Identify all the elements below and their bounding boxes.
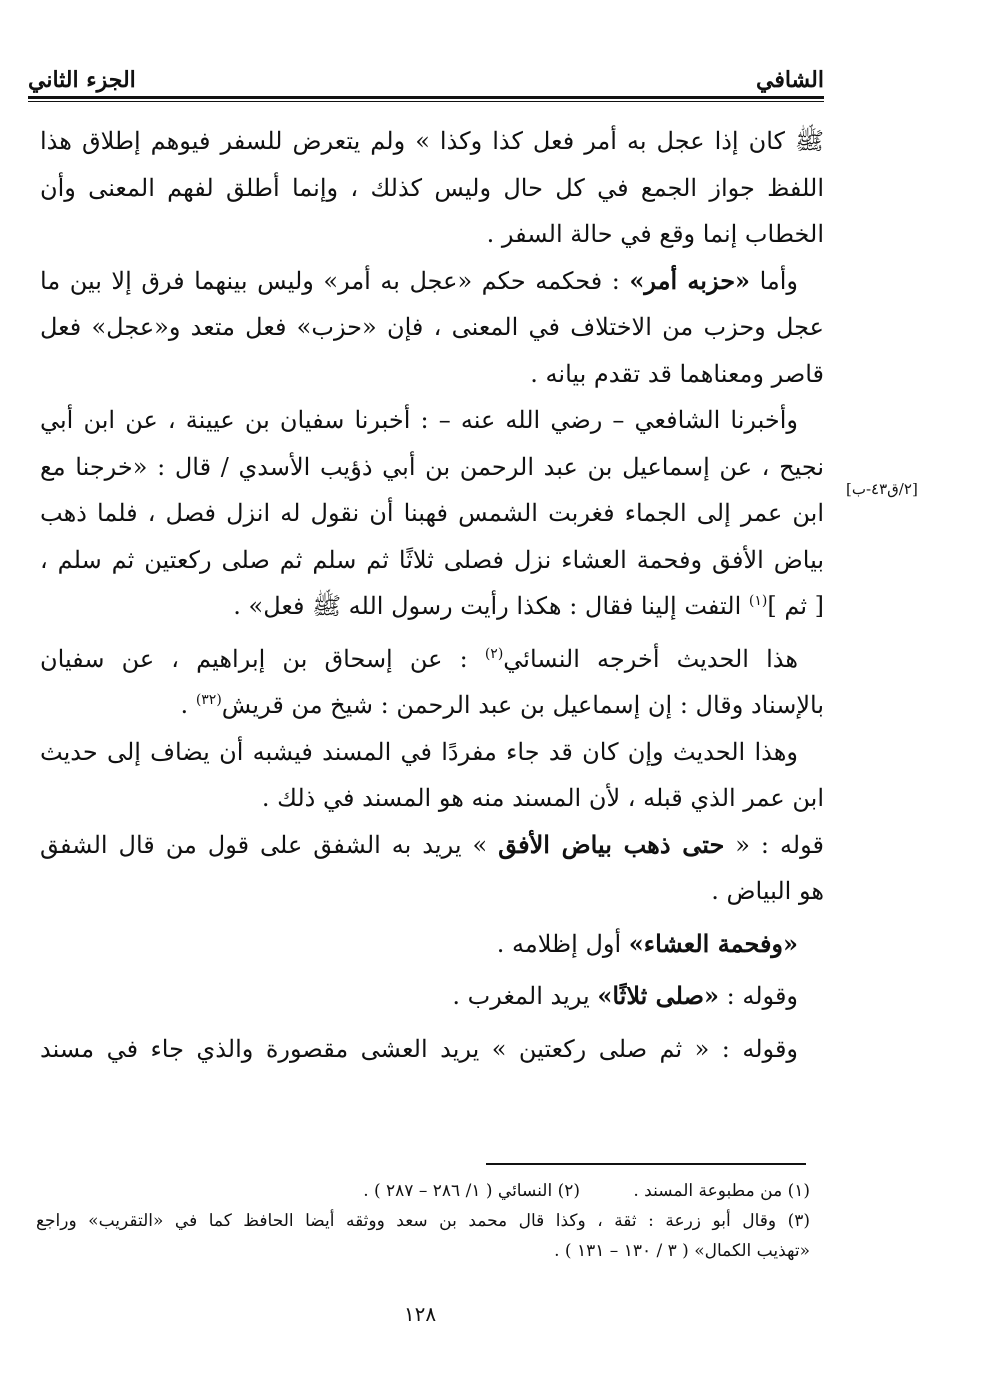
quoted-term: «صلى ثلاثًا»	[597, 981, 720, 1010]
text-line: الخطاب إنما وقع في حالة السفر .	[486, 220, 824, 248]
text-line: نجيح ، عن إسماعيل بن عبد الرحمن بن أبي ذؤيب الأسدي / قال : «خرجنا مع	[40, 452, 824, 481]
text-line: اللفظ جواز الجمع في كل حال وليس كذلك ، وإنما أطلق لفهم المعنى وأن	[40, 173, 824, 202]
running-header	[28, 55, 824, 93]
text-line: قاصر ومعناهما قد تقدم بيانه .	[530, 359, 824, 388]
text-run: يريد المغرب .	[452, 982, 598, 1010]
text-run: قوله : «	[724, 830, 824, 859]
text-line: عجل وحزب من الاختلاف في المعنى ، فإن «حزب» فعل متعد و«عجل» فعل	[40, 313, 824, 341]
quoted-term: «حزبه أمر»	[629, 265, 751, 295]
text-line: ﷺ كان إذا عجل به أمر فعل كذا وكذا » ولم يتعرض للسفر فيوهم إطلاق هذا	[40, 127, 824, 155]
text-run: أول إظلامه .	[496, 929, 629, 958]
text-line	[40, 636, 824, 683]
text-line: وقوله : « ثم صلى ركعتين » يريد العشى مقصورة والذي جاء في مسند	[40, 1034, 799, 1063]
text-run: .	[180, 691, 196, 719]
manuscript-folio-note: [٢/ق٤٣-ب]	[846, 480, 918, 498]
text-line: وهذا الحديث وإن كان قد جاء مفردًا في المسند فيشبه أن يضاف إلى حديث	[40, 737, 798, 766]
text-run: : عن إسحاق بن إبراهيم ، عن سفيان	[40, 644, 485, 673]
header-rule-thick	[28, 96, 824, 99]
text-run: [ ثم ]	[767, 592, 824, 620]
main-text	[40, 118, 824, 1072]
text-line: وأخبرنا الشافعي – رضي الله عنه – : أخبرنا سفيان بن عيينة ، عن ابن أبي	[40, 406, 798, 434]
text-line	[40, 973, 824, 1020]
text-line	[40, 258, 824, 305]
footnote-ref: (٢)	[484, 645, 504, 662]
text-line: بياض الأفق وفحمة العشاء نزل فصلى ثلاثًا ثم سلم ثم صلى ركعتين ثم سلم ،	[40, 545, 824, 574]
header-rule-thin	[28, 101, 824, 102]
text-run: وقوله :	[719, 982, 798, 1010]
quoted-term: «وفحمة العشاء»	[628, 928, 798, 958]
header-book-title: الشافي	[756, 67, 824, 93]
text-line	[40, 822, 824, 869]
text-run: : فحكمه حكم «عجل به أمر» وليس بينهما فرق إلا بين ما	[40, 266, 630, 295]
footnote-3-cont: «تهذيب الكمال» ( ٣ / ١٣٠ – ١٣١ ) .	[554, 1241, 810, 1261]
text-line	[40, 682, 824, 729]
footnote-2: (٢) النسائي ( ١/ ٢٨٦ – ٢٨٧ ) .	[363, 1181, 580, 1201]
footnote-3: (٣) وقال أبو زرعة : ثقة ، وكذا قال محمد بن سعد ووثقه أيضا الحافظ كما في «التقريب» وراجع	[36, 1211, 810, 1231]
footnote-ref: (١)	[748, 593, 768, 609]
text-line	[40, 583, 824, 630]
text-run: وأما	[750, 266, 799, 295]
text-run: التفت إلينا فقال : هكذا رأيت رسول الله ﷺ فعل» .	[233, 592, 749, 620]
footnotes	[36, 1176, 810, 1266]
header-volume: الجزء الثاني	[28, 67, 136, 93]
page-number: ١٢٨	[403, 1302, 437, 1326]
text-line	[40, 921, 824, 968]
text-run: بالإسناد وقال : إن إسماعيل بن عبد الرحمن : شيخ من قريش	[221, 691, 824, 719]
text-run: » يريد به الشفق على قول من قال الشفق	[40, 830, 499, 859]
text-run: هذا الحديث أخرجه النسائي	[503, 644, 799, 673]
text-line: هو البياض .	[711, 877, 824, 905]
footnote-row	[36, 1176, 810, 1206]
quoted-term: حتى ذهب بياض الأفق	[498, 829, 725, 859]
footnote-separator	[486, 1163, 806, 1165]
text-line: ابن عمر إلى الجماء فغربت الشمس فهبنا أن نقول له انزل فصل ، فلما ذهب	[40, 499, 824, 527]
footnote-1: (١) من مطبوعة المسند .	[633, 1181, 810, 1201]
text-line: ابن عمر الذي قبله ، لأن المسند منه هو المسند في ذلك .	[261, 784, 824, 812]
footnote-ref: (٣٢)	[195, 692, 222, 708]
